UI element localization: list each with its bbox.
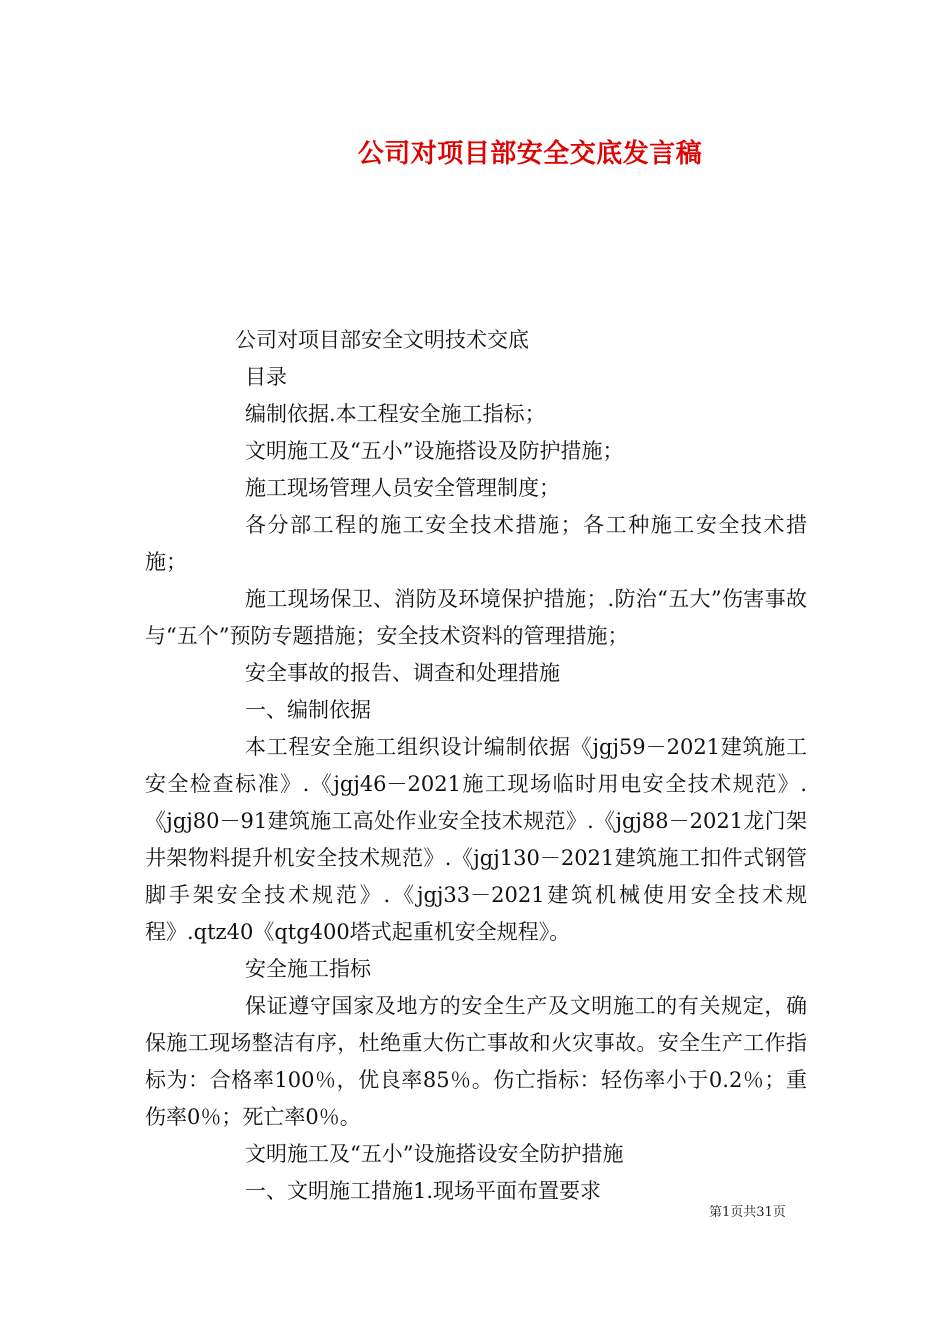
- paragraph: 本工程安全施工组织设计编制依据《jgj59－2021建筑施工安全检查标准》.《jgj46－2021施工现场临时用电安全技术规范》.《jgj80－91建筑施工高处作业安全技术规范》.《jgj88－2021龙门架井架物料提升机安全技术规范》.《jgj130－2021建筑施工扣件式钢管脚手架安全技术规范》.《jgj33－2021建筑机械使用安全技术规程》.qtz40《qtg400塔式起重机安全规程》。: [145, 735, 807, 944]
- document-subtitle: 公司对项目部安全文明技术交底: [235, 328, 529, 352]
- document-title: 公司对项目部安全交底发言稿: [357, 139, 703, 169]
- paragraph: 施工现场保卫、消防及环境保护措施；.防治“五大”伤害事故与“五个”预防专题措施；安全技术资料的管理措施；: [145, 587, 807, 648]
- section-heading: 安全施工指标: [245, 957, 371, 981]
- paragraph: 安全事故的报告、调查和处理措施: [245, 661, 560, 685]
- paragraph: 文明施工及“五小”设施搭设及防护措施；: [245, 439, 624, 463]
- paragraph: 编制依据.本工程安全施工指标；: [245, 402, 546, 426]
- document-body: [145, 322, 807, 1210]
- paragraph: 目录: [245, 365, 287, 389]
- paragraph: 施工现场管理人员安全管理制度；: [245, 476, 560, 500]
- page-number: 第1页共31页: [709, 1205, 786, 1220]
- section-heading: 文明施工及“五小”设施搭设安全防护措施: [245, 1142, 624, 1166]
- paragraph: 各分部工程的施工安全技术措施；各工种施工安全技术措施；: [145, 513, 807, 574]
- paragraph: 保证遵守国家及地方的安全生产及文明施工的有关规定，确保施工现场整洁有序，杜绝重大伤亡事故和火灾事故。安全生产工作指标为：合格率100％，优良率85％。伤亡指标：轻伤率小于0.2％；重伤率0％；死亡率0％。: [145, 994, 807, 1129]
- section-heading: 一、编制依据: [245, 698, 371, 722]
- paragraph: 一、文明施工措施1.现场平面布置要求: [245, 1179, 602, 1203]
